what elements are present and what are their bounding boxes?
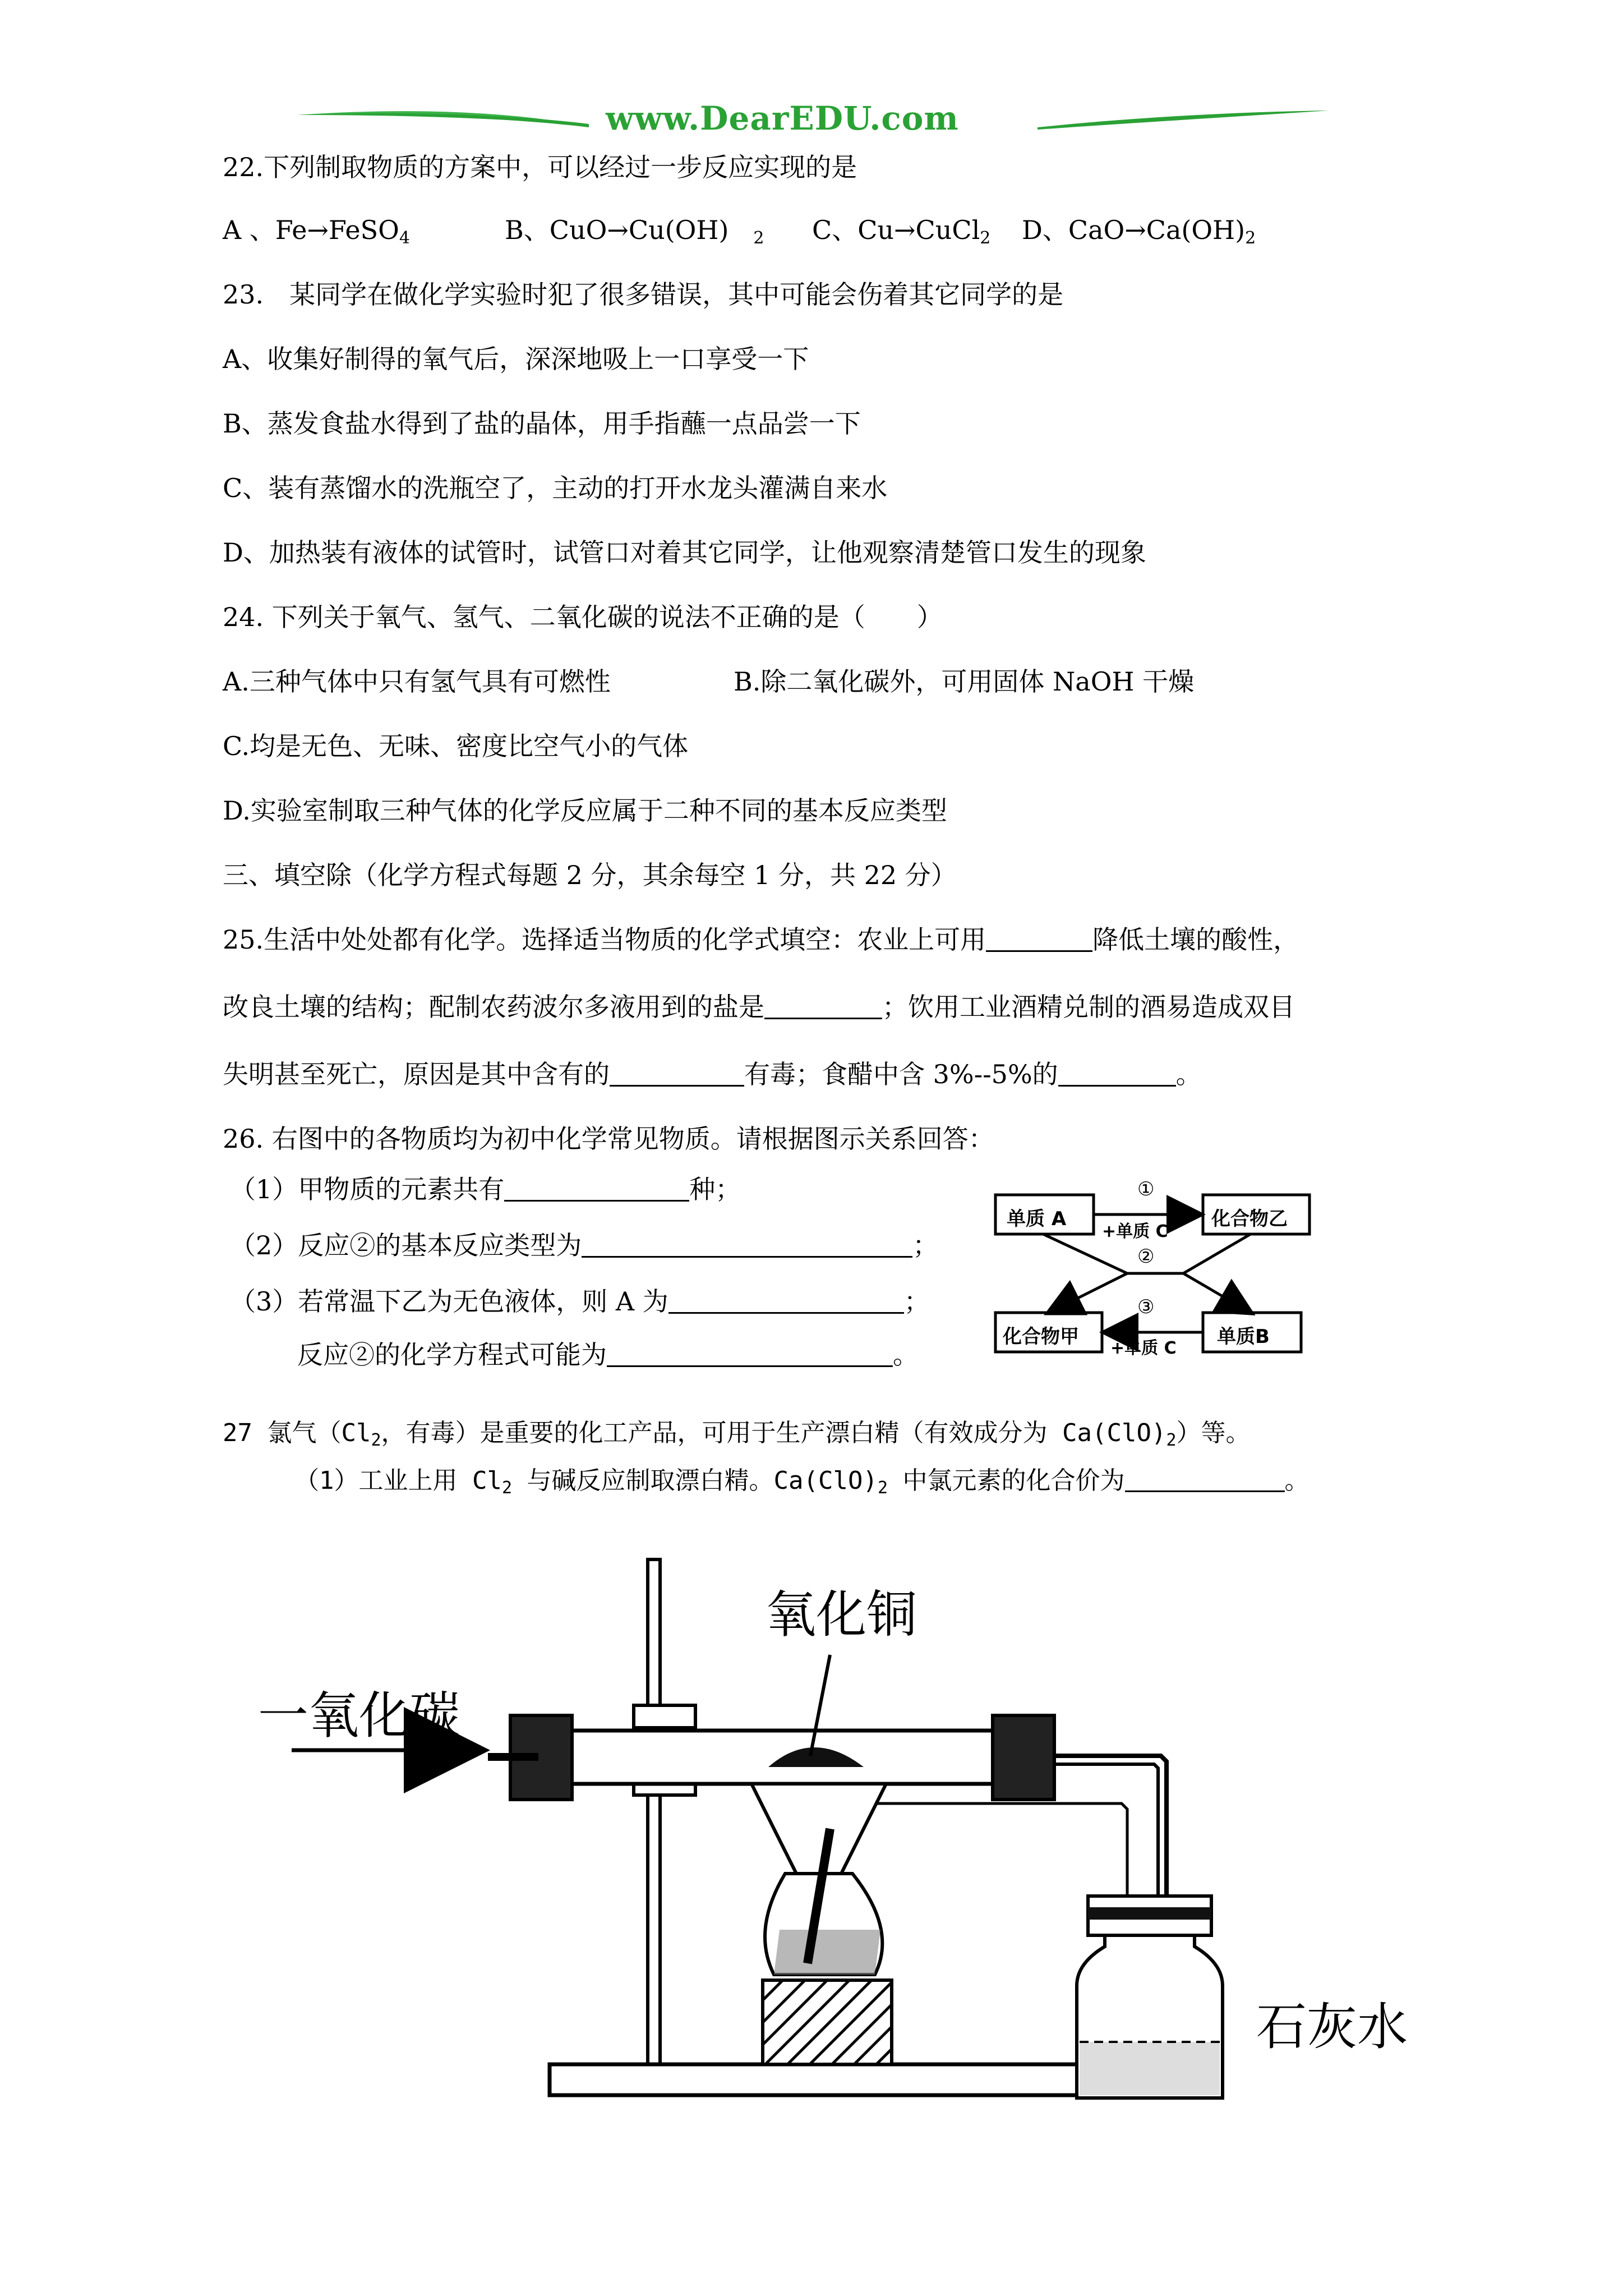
q24-stem: 24. 下列关于氧气、氢气、二氧化碳的说法不正确的是（ ） [223, 602, 943, 632]
apparatus-figure [247, 1537, 1458, 2109]
q27-line-1: 27 氯气（$Cl_2$，有毒）是重要的化工产品，可用于生产漂白精（有效成分为 $Ca(ClO)_2$）等。 [223, 1419, 1251, 1450]
reaction-3-condition: +单质 C [1110, 1338, 1177, 1358]
box-a-label: 单质 A [1007, 1208, 1067, 1230]
q24-option-b: B.除二氧化碳外，可用固体 NaOH 干燥 [734, 666, 1195, 697]
cuo-label: 氧化铜 [766, 1585, 917, 1644]
q26-part-3: （3）若常温下乙为无色液体，则 A 为 ； [230, 1286, 930, 1317]
q23-option-d: D、加热装有液体的试管时，试管口对着其它同学，让他观察清楚管口发生的现象 [223, 537, 1146, 568]
site-url: www.DearEDU.com [606, 99, 959, 137]
q23-stem: 23. 某同学在做化学实验时犯了很多错误，其中可能会伤着其它同学的是 [223, 279, 1064, 310]
q26-relation-diagram [993, 1178, 1318, 1369]
q26-blank-4[interactable] [607, 1341, 893, 1367]
limewater [1080, 2042, 1220, 2095]
reaction-2-label: ② [1137, 1245, 1155, 1268]
section-3-title: 三、填空除（化学方程式每题 2 分，其余每空 1 分，共 22 分） [223, 860, 957, 890]
q26-part-2: （2）反应②的基本反应类型为 ； [230, 1230, 939, 1260]
q22-stem: 22.下列制取物质的方案中，可以经过一步反应实现的是 [223, 152, 857, 182]
box-yi-label: 化合物乙 [1211, 1208, 1288, 1230]
wooden-block [763, 1980, 892, 2064]
q22-option-b: B、CuO→Cu(OH) $_2$ [505, 215, 764, 248]
reaction-1-label: ① [1137, 1178, 1155, 1200]
q23-option-b: B、蒸发食盐水得到了盐的晶体，用手指蘸一点品尝一下 [223, 408, 861, 439]
q26-blank-1[interactable] [504, 1175, 689, 1202]
right-stopper [993, 1715, 1054, 1800]
q23-option-a: A、收集好制得的氧气后，深深地吸上一口享受一下 [223, 344, 809, 374]
box-jia-label: 化合物甲 [1003, 1326, 1079, 1348]
co-label: 一氧化碳 [258, 1686, 460, 1745]
q25-blank-4[interactable] [1058, 1060, 1176, 1087]
q26-part-4: 反应②的化学方程式可能为 。 [297, 1340, 919, 1370]
q24-option-d: D.实验室制取三种气体的化学反应属于二种不同的基本反应类型 [223, 795, 947, 826]
reaction-1-condition: +单质 C [1102, 1222, 1168, 1241]
flame [751, 1784, 886, 1874]
q24-option-c: C.均是无色、无味、密度比空气小的气体 [223, 731, 689, 761]
q27-line-2: （1）工业上用 $Cl_2$ 与碱反应制取漂白精。$Ca(ClO)_2$ 中氯元素的化合价为 。 [294, 1466, 1310, 1498]
q26-part-1: （1）甲物质的元素共有 种； [230, 1174, 741, 1204]
q22-option-d: D、$CaO\to Ca(OH)_2$ [1022, 215, 1256, 248]
q25-line-2: 改良土壤的结构；配制农药波尔多液用到的盐是 ；饮用工业酒精兑制的酒易造成双目 [223, 992, 1295, 1022]
limewater-label: 石灰水 [1256, 1998, 1408, 2056]
q26-blank-3[interactable] [668, 1287, 904, 1314]
q26-stem: 26. 右图中的各物质均为初中化学常见物质。请根据图示关系回答： [223, 1124, 994, 1154]
q23-option-c: C、装有蒸馏水的洗瓶空了，主动的打开水龙头灌满自来水 [223, 473, 888, 503]
box-b-label: 单质B [1217, 1326, 1270, 1348]
q22-option-a: A 、Fe→FeSO$_4$ [223, 215, 410, 248]
header-banner [292, 98, 1335, 149]
q27-blank-1[interactable] [1125, 1466, 1285, 1492]
q24-option-a: A.三种气体中只有氢气具有可燃性 [223, 666, 611, 697]
q25-line-1: 25.生活中处处都有化学。选择适当物质的化学式填空：农业上可用 降低土壤的酸性， [223, 924, 1299, 955]
q25-blank-2[interactable] [764, 993, 882, 1019]
reaction-3-label: ③ [1137, 1296, 1155, 1318]
q25-blank-1[interactable] [986, 926, 1092, 952]
q25-line-3: 失明甚至死亡，原因是其中含有的 有毒；食醋中含 3%--5%的 。 [223, 1059, 1202, 1089]
q26-blank-2[interactable] [582, 1231, 912, 1258]
q25-blank-3[interactable] [610, 1060, 744, 1087]
q22-option-c: C、Cu→CuCl$_2$ [812, 215, 991, 248]
stand-rod [648, 1559, 660, 2064]
